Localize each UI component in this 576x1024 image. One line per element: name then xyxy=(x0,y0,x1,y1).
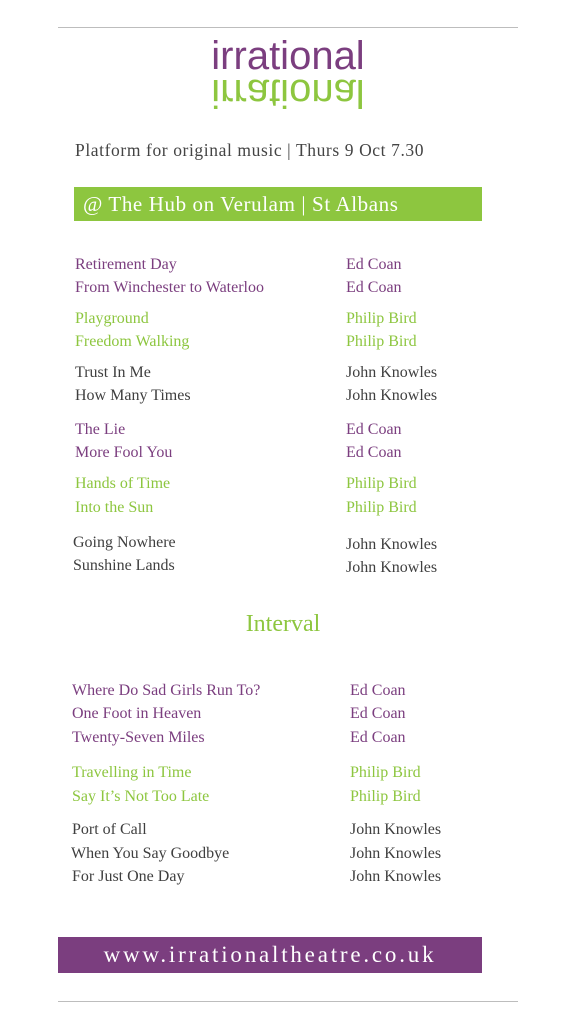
song-title: The Lie xyxy=(75,421,126,438)
logo-wordmark: irrational xyxy=(211,34,365,78)
song-artist: John Knowles xyxy=(350,845,442,862)
song-artist: Ed Coan xyxy=(346,421,402,438)
song-title: Hands of Time xyxy=(75,475,171,492)
song-artist: John Knowles xyxy=(346,559,438,576)
song-artist: Philip Bird xyxy=(346,475,417,492)
song-artist: Ed Coan xyxy=(346,279,402,296)
song-artist: Philip Bird xyxy=(346,310,417,327)
song-title: How Many Times xyxy=(75,387,191,404)
song-artist: Ed Coan xyxy=(346,256,402,273)
song-title: When You Say Goodbye xyxy=(71,845,230,862)
song-artist: John Knowles xyxy=(350,821,442,838)
website-link[interactable]: www.irrationaltheatre.co.uk xyxy=(58,937,482,973)
song-artist: Philip Bird xyxy=(346,333,417,350)
song-title: One Foot in Heaven xyxy=(72,705,202,722)
bottom-divider xyxy=(58,1001,518,1002)
song-artist: John Knowles xyxy=(346,387,438,404)
interval-heading: Interval xyxy=(245,611,321,637)
song-title: Twenty-Seven Miles xyxy=(72,729,205,746)
song-title: For Just One Day xyxy=(72,868,185,885)
logo-reflection xyxy=(0,73,576,113)
event-subtitle: Platform for original music | Thurs 9 Oct 7.30 xyxy=(75,140,425,160)
song-artist: Ed Coan xyxy=(350,705,406,722)
song-title: Port of Call xyxy=(72,821,147,838)
song-artist: Ed Coan xyxy=(350,729,406,746)
song-artist: Philip Bird xyxy=(346,499,417,516)
song-title: Playground xyxy=(75,310,149,327)
song-title: Into the Sun xyxy=(75,499,154,516)
venue-banner: @ The Hub on Verulam | St Albans xyxy=(74,187,482,221)
song-artist: John Knowles xyxy=(350,868,442,885)
song-artist: John Knowles xyxy=(346,536,438,553)
logo-reflection-text: irrational xyxy=(211,71,365,115)
song-title: More Fool You xyxy=(75,444,173,461)
song-title: Sunshine Lands xyxy=(73,557,175,574)
song-artist: Ed Coan xyxy=(346,444,402,461)
song-artist: Ed Coan xyxy=(350,682,406,699)
song-title: Trust In Me xyxy=(75,364,151,381)
song-artist: Philip Bird xyxy=(350,764,421,781)
song-title: From Winchester to Waterloo xyxy=(75,279,264,296)
song-title: Retirement Day xyxy=(75,256,177,273)
song-title: Freedom Walking xyxy=(75,333,190,350)
song-artist: John Knowles xyxy=(346,364,438,381)
song-artist: Philip Bird xyxy=(350,788,421,805)
song-title: Say It’s Not Too Late xyxy=(72,788,210,805)
song-title: Where Do Sad Girls Run To? xyxy=(72,682,261,699)
song-title: Going Nowhere xyxy=(73,534,176,551)
song-title: Travelling in Time xyxy=(72,764,192,781)
top-divider xyxy=(58,27,518,28)
